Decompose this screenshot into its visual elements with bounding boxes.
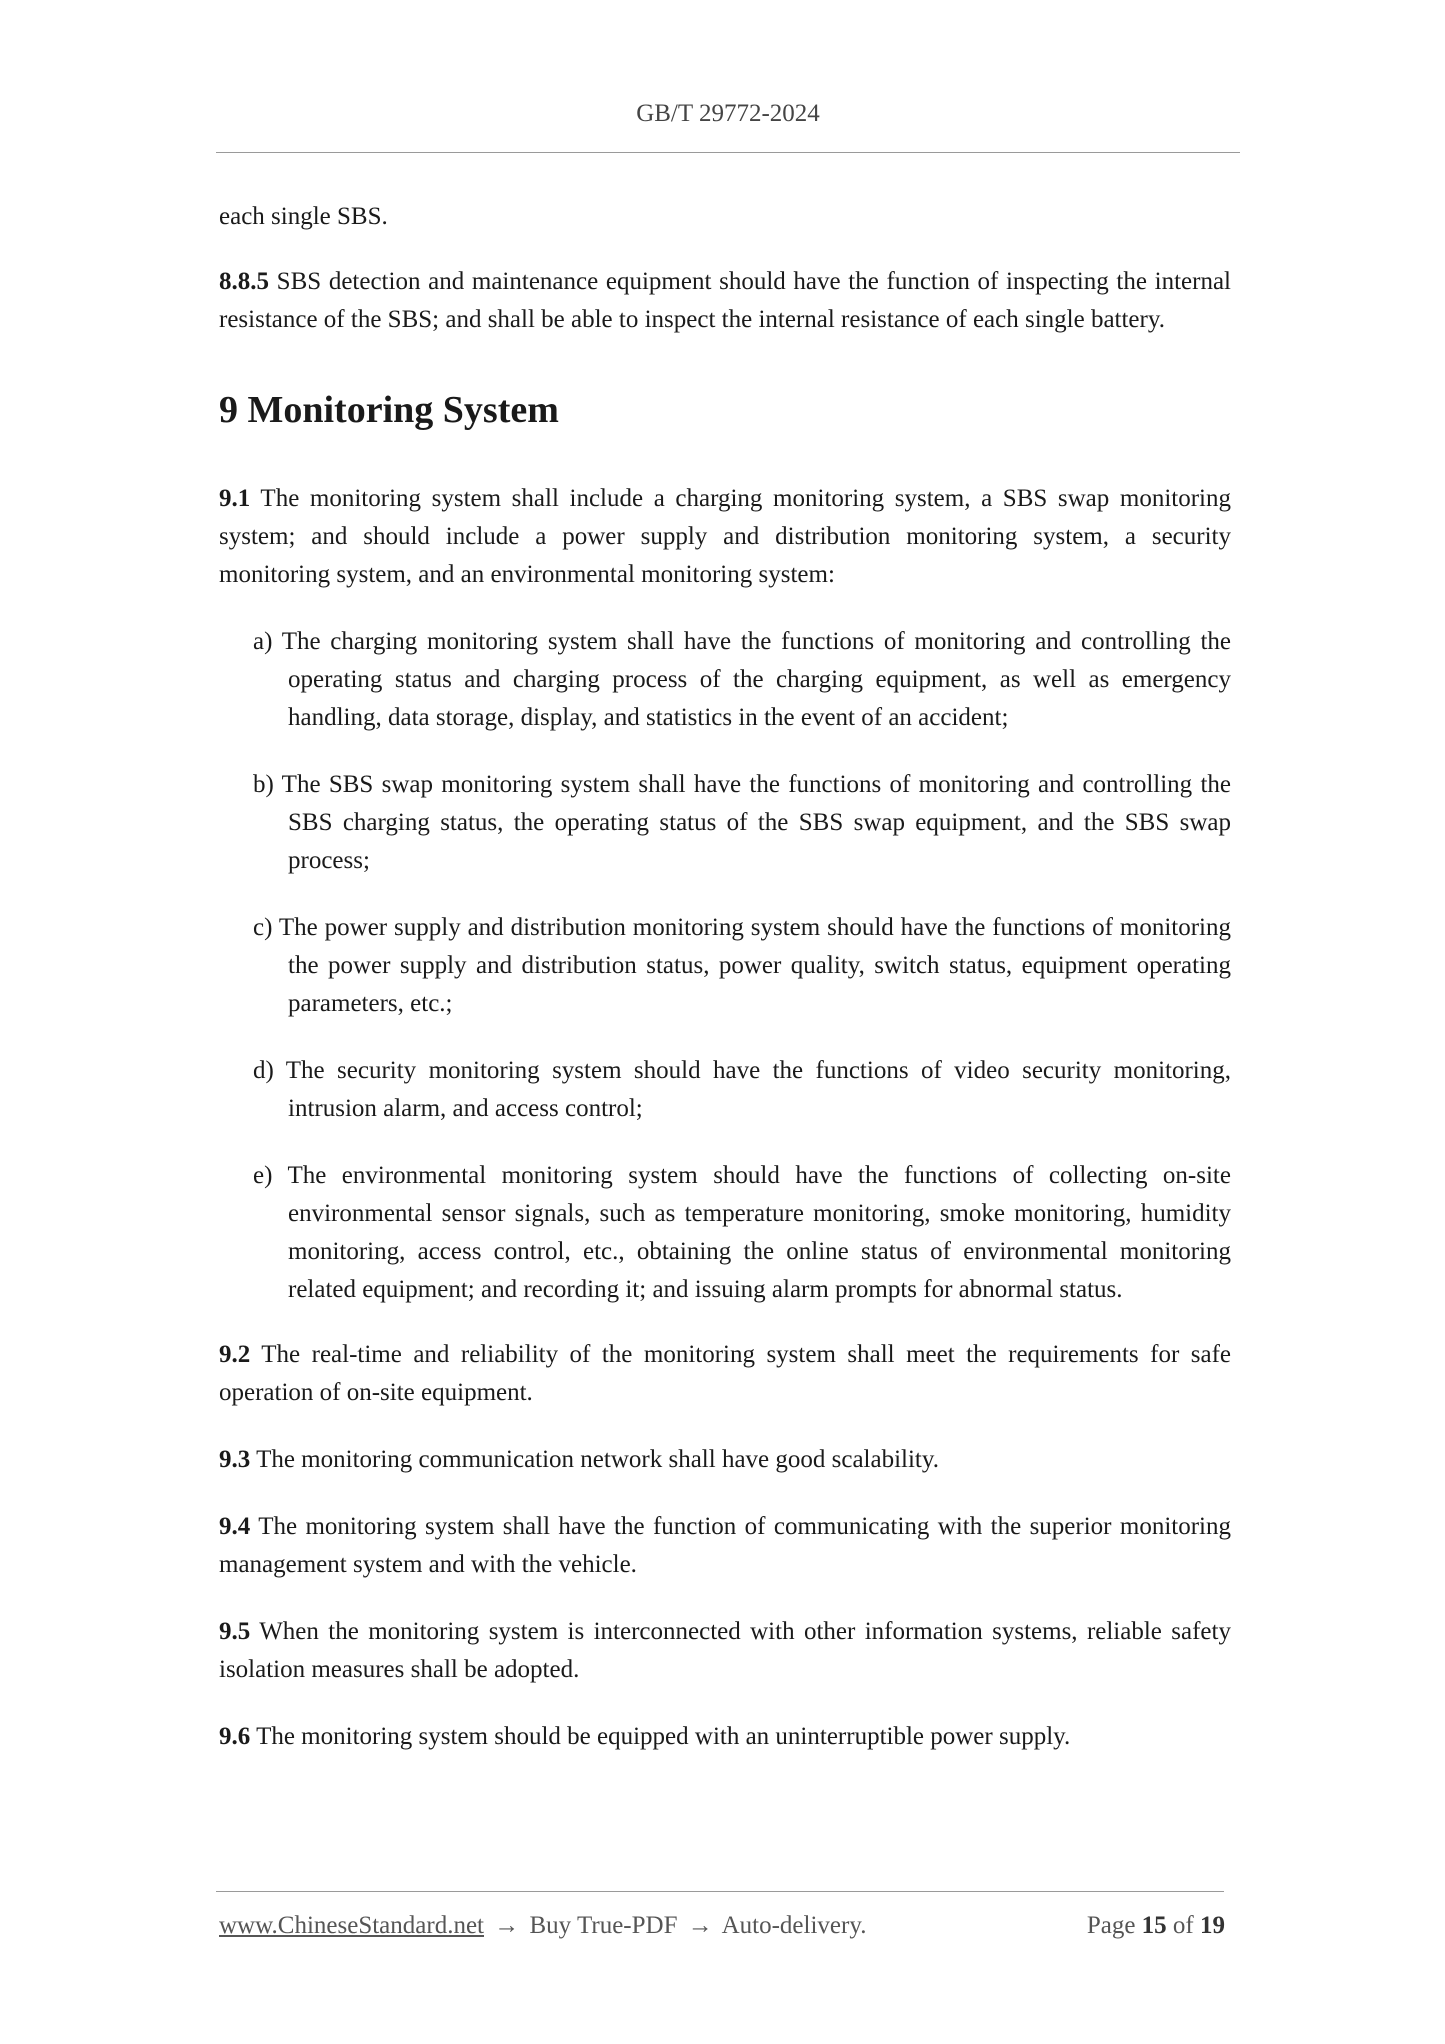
clause-number: 9.3 (219, 1446, 251, 1473)
page-content (219, 198, 1231, 1785)
clause-9-6 (219, 1718, 1231, 1756)
list-marker: d) (253, 1057, 274, 1084)
list-item-c (253, 909, 1231, 1023)
clause-9-4 (219, 1508, 1231, 1584)
clause-number: 9.1 (219, 485, 251, 512)
clause-text: The monitoring system shall include a charging monitoring system, a SBS swap monitoring system; and should include a power supply and distribution monitoring system, a security monitoring system, and an environmental monitoring system: (219, 485, 1231, 588)
page-header-standard-id: GB/T 29772-2024 (636, 100, 820, 127)
list-item-d (253, 1052, 1231, 1128)
footer-left (219, 1912, 866, 1940)
clause-number: 8.8.5 (219, 268, 269, 295)
clause-number: 9.6 (219, 1723, 251, 1750)
list-text: The charging monitoring system shall have the functions of monitoring and controlling the operating status and charging process of the charging equipment, as well as emergency handling, data storage, display, and statistics in the event of an accident; (281, 628, 1231, 731)
clause-9-3 (219, 1441, 1231, 1479)
list-marker: e) (253, 1162, 273, 1189)
clause-text: The monitoring system should be equipped with an uninterruptible power supply. (256, 1723, 1071, 1750)
continuation-text: each single SBS. (219, 203, 388, 230)
clause-9-2 (219, 1336, 1231, 1412)
page-label: Page (1086, 1912, 1136, 1939)
page-of-label: of (1172, 1912, 1194, 1939)
clause-number: 9.5 (219, 1618, 251, 1645)
auto-delivery-text: Auto-delivery. (721, 1912, 867, 1939)
clause-text: The monitoring system shall have the function of communicating with the superior monitoring management system and with the vehicle. (219, 1513, 1231, 1578)
clause-text: SBS detection and maintenance equipment should have the function of inspecting the internal resistance of the SBS; and shall be able to inspect the internal resistance of each single battery. (219, 268, 1231, 333)
footer-divider (216, 1891, 1224, 1892)
clause-text: When the monitoring system is interconnected with other information systems, reliable safety isolation measures shall be adopted. (219, 1618, 1231, 1683)
page-current: 15 (1141, 1912, 1167, 1939)
page-total: 19 (1200, 1912, 1225, 1939)
clause-number: 9.2 (219, 1341, 251, 1368)
list-text: The SBS swap monitoring system shall have the functions of monitoring and controlling the SBS charging status, the operating status of the SBS swap equipment, and the SBS swap process; (281, 771, 1231, 874)
clause-text: The real-time and reliability of the monitoring system shall meet the requirements for safe operation of on-site equipment. (219, 1341, 1231, 1406)
list-marker: c) (253, 914, 273, 941)
page-footer (219, 1912, 1225, 1940)
section-title-monitoring-system: 9 Monitoring System (219, 389, 559, 431)
header-divider (216, 152, 1240, 153)
clause-9-1 (219, 480, 1231, 594)
buy-true-pdf-text: Buy True-PDF (529, 1912, 678, 1939)
list-text: The power supply and distribution monitoring system should have the functions of monitoring the power supply and distribution status, power quality, switch status, equipment operating parameters, etc.; (278, 914, 1231, 1017)
website-link[interactable]: www.ChineseStandard.net (219, 1912, 484, 1939)
page-indicator (1087, 1912, 1225, 1940)
clause-9-5 (219, 1613, 1231, 1689)
list-item-a (253, 623, 1231, 737)
arrow-right-icon: → (494, 1912, 520, 1939)
list-text: The environmental monitoring system should have the functions of collecting on-site environmental sensor signals, such as temperature monitoring, smoke monitoring, humidity monitoring, access control, etc., obtaining the online status of environmental monitoring related equipment; and recording it; and issuing alarm prompts for abnormal status. (287, 1162, 1231, 1303)
list-marker: b) (253, 771, 274, 798)
clause-text: The monitoring communication network shall have good scalability. (256, 1446, 940, 1473)
list-marker: a) (253, 628, 273, 655)
list-item-e (253, 1157, 1231, 1309)
list-text: The security monitoring system should have the functions of video security monitoring, intrusion alarm, and access control; (285, 1057, 1231, 1122)
list-item-b (253, 766, 1231, 880)
clause-8-8-5 (219, 263, 1231, 339)
clause-number: 9.4 (219, 1513, 251, 1540)
arrow-right-icon: → (687, 1912, 713, 1939)
